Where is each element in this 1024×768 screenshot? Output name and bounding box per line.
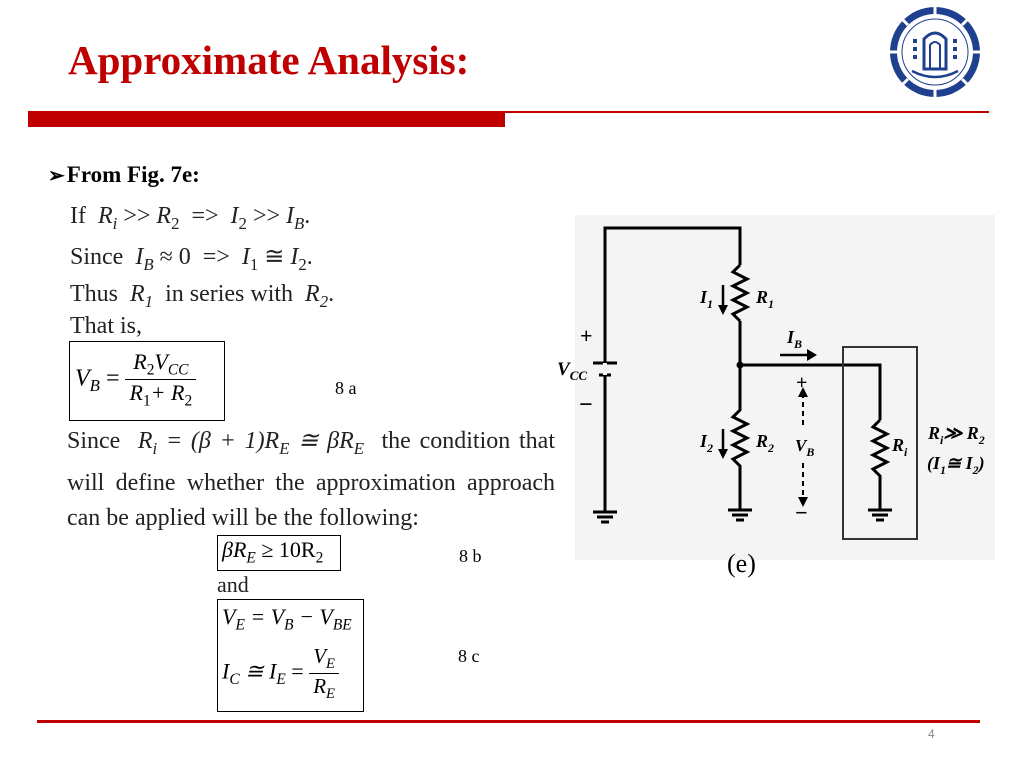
condition-line-4: That is, bbox=[70, 313, 142, 339]
bullet-arrow-icon: ➢ bbox=[48, 165, 65, 187]
equation-8c-box bbox=[217, 599, 364, 712]
svg-text:VB: $V_B$ bbox=[795, 436, 815, 459]
svg-text:+: + bbox=[796, 372, 808, 394]
svg-text:(I1≅ I2): ($I_1≅$ $I_2$) bbox=[927, 453, 985, 477]
equation-8a-label: 8 a bbox=[335, 378, 357, 398]
equation-8c-label: 8 c bbox=[458, 646, 480, 666]
condition-line-2: Since $I_B \approx 0 => I_1$ ≅ $I_2$. bbox=[70, 244, 313, 274]
svg-text:Ri: $R_i$ bbox=[892, 435, 908, 459]
circuit-figure bbox=[555, 215, 995, 595]
svg-text:VCC: $V_{CC}$ bbox=[557, 359, 588, 383]
title-underline-thin bbox=[505, 111, 989, 113]
svg-text:I1: $I_1$ bbox=[700, 287, 714, 311]
slide-title: Approximate Analysis: bbox=[68, 37, 470, 83]
and-text: and bbox=[217, 572, 249, 597]
figure-background bbox=[575, 215, 995, 560]
condition-line-3: Thus $R_1$ in series with $R_2$. bbox=[70, 281, 335, 311]
condition-line-1: If $R_i >> R_2 => I_2 >> I_B$. bbox=[70, 203, 311, 233]
college-logo-icon bbox=[888, 5, 982, 99]
svg-text:−: − bbox=[579, 392, 593, 418]
footer-line bbox=[37, 720, 980, 723]
page-number: 4 bbox=[928, 727, 935, 741]
bullet-text: From Fig. 7e: bbox=[66, 162, 200, 187]
equation-8a-box: $V_B$ = $\frac{R_2V_{CC}}{R_1+ R_2}$ bbox=[69, 341, 225, 421]
equation-8b-box: $\beta R_E \ge 10R_2$ bbox=[217, 535, 341, 571]
bullet-heading bbox=[48, 162, 200, 188]
svg-text:I2: $I_2$ bbox=[700, 431, 714, 455]
svg-text:Ri≫ R2: $R_i≫$ $R_2$ bbox=[928, 423, 985, 447]
equation-8c-line-2: $I_C$ ≅ $I_E$ = $\frac{V_E}{R_E}$ bbox=[222, 644, 339, 703]
title-underline-thick bbox=[28, 111, 505, 127]
svg-text:R2: $R_2$ bbox=[756, 431, 775, 455]
condition-paragraph: Since $R_i = (\beta + 1)R_E$ ≅ $\beta R_E$ the condition that will define whether the approximation approach can be applied will be the following: bbox=[67, 428, 555, 531]
svg-text:−: − bbox=[795, 500, 808, 525]
equation-8c-line-1: $V_E = V_B - V_{BE}$ bbox=[222, 604, 352, 634]
svg-text:+: + bbox=[580, 323, 593, 348]
svg-text:(e): (e) bbox=[727, 549, 756, 578]
svg-text:R1: $R_1$ bbox=[756, 287, 775, 311]
equation-8b-label: 8 b bbox=[459, 546, 482, 566]
svg-text:IB: $I_B$ bbox=[787, 327, 803, 351]
